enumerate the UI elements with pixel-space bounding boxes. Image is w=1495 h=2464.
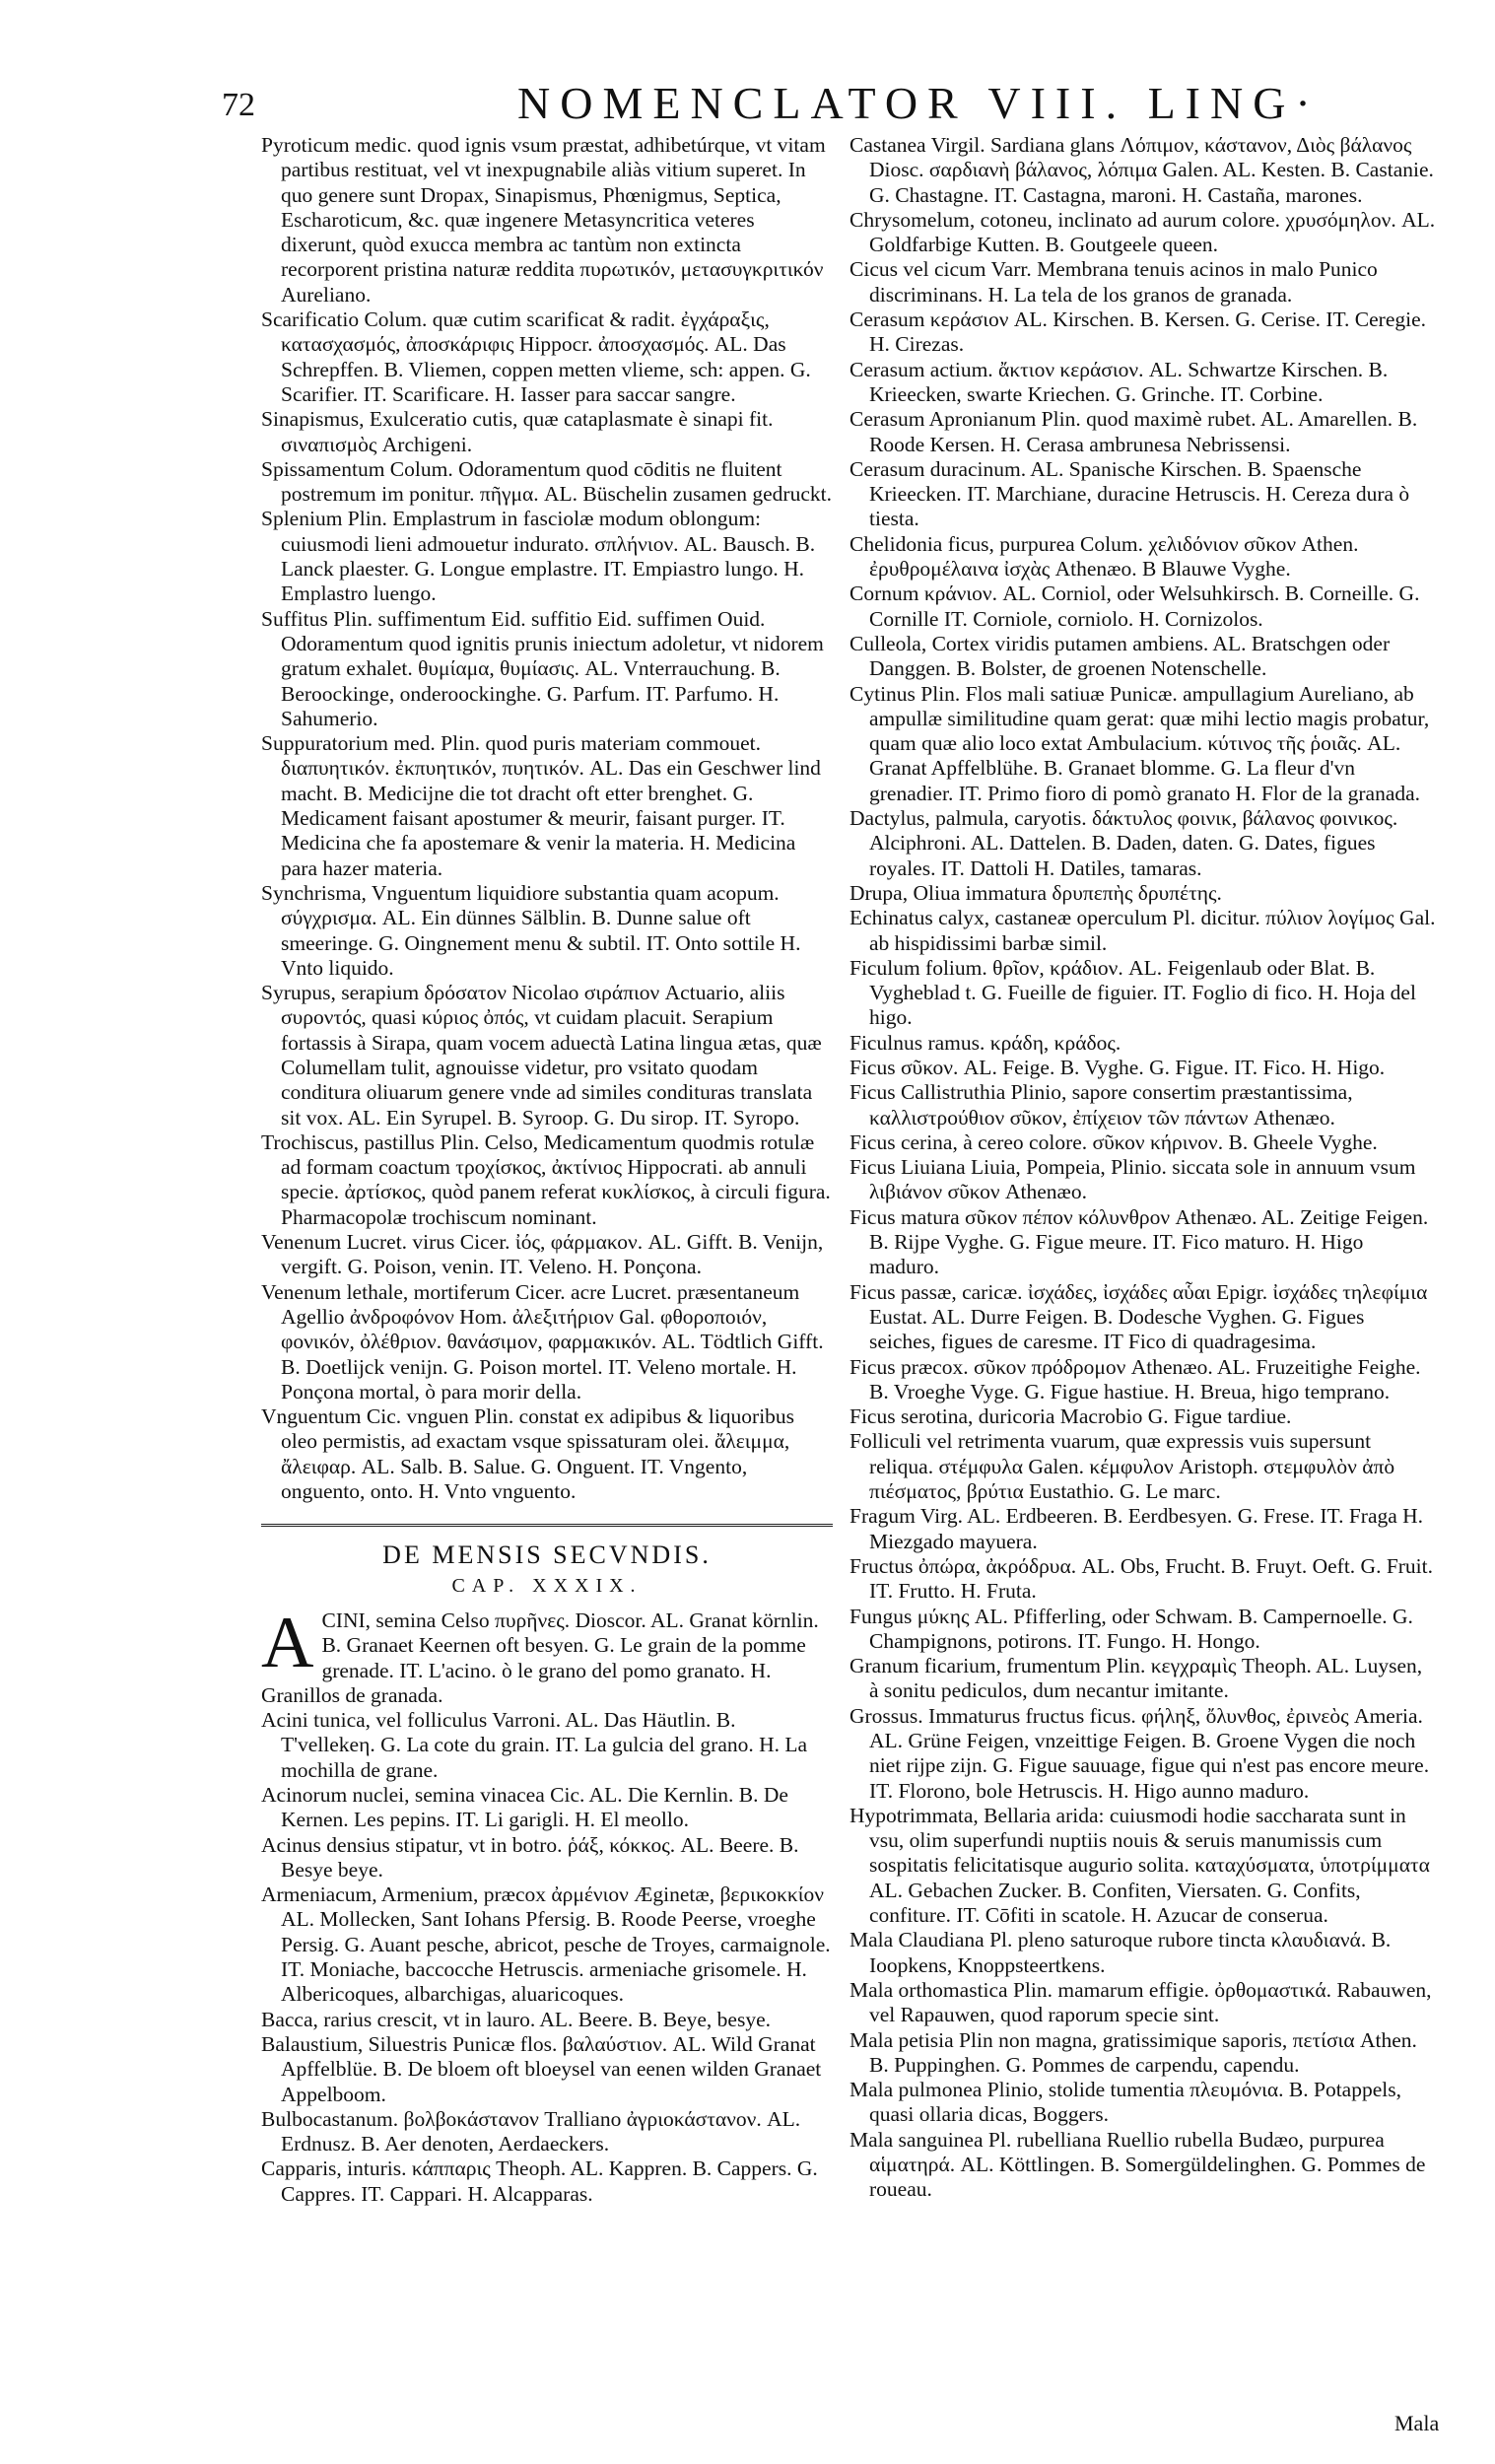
dictionary-entry: Mala orthomastica Plin. mamarum effigie. ὀρθομαστικά. Rabauwen, vel Rapauwen, quod raporum specie sint. bbox=[849, 1977, 1432, 2027]
dictionary-entry: Armeniacum, Armenium, præcox ἀρμένιον Æginetæ, βερικοκκίον AL. Mollecken, Sant Iohans Pfersig. B. Roode Peerse, vroeghe Persig. G. Auant pesche, abricot, pesche de Troyes, carmaignole. IT. Moniache, baccocche Hetruscis. armeniache grisomele. H. Albericoques, albarchigas, aluaricoques. bbox=[261, 1882, 831, 2007]
dictionary-entry: Venenum lethale, mortiferum Cicer. acre Lucret. præsentaneum Agellio ἀνδροφόνον Hom. ἀλεξιτήριον Gal. φθοροποιόν, φονικόν, ὀλέθριον. θανάσιμον, φαρμακικόν. AL. Tödtlich Gifft. B. Doetlijck venijn. G. Poison mortel. IT. Veleno mortale. H. Ponçona mortal, ò para morir della. bbox=[261, 1279, 824, 1403]
dictionary-entry: Cicus vel cicum Varr. Membrana tenuis acinos in malo Punico discriminans. H. La tela de los granos de granada. bbox=[849, 257, 1378, 307]
dictionary-entry: Folliculi vel retrimenta vuarum, quæ expressis vuis supersunt reliqua. στέμφυλα Galen. κέμφυλον Aristoph. στεμφυλὸν ἀπὸ πιέσματος, βρύτια Eustathio. G. Le marc. bbox=[849, 1429, 1395, 1504]
dictionary-entry: Cornum κράνιον. AL. Corniol, oder Welsuhkirsch. B. Corneille. G. Cornille IT. Corniole, corniolo. H. Cornizolos. bbox=[849, 582, 1420, 631]
dictionary-entry: Cerasum Apronianum Plin. quod maximè rubet. AL. Amarellen. B. Roode Kersen. H. Cerasa ambrunesa Nebrissensi. bbox=[849, 407, 1418, 456]
dictionary-entry: Cytinus Plin. Flos mali satiuæ Punicæ. ampullagium Aureliano, ab ampullæ similitudine quam gerat: quæ mihi lectio magis probatur, quam quæ alio loco extat Ambulacium. κύτινος τῆς ῥοιᾶς. AL. Granat Apffelblühe. B. Granaet blomme. G. La fleur d'vn grenadier. IT. Primo fioro di pomò granato H. Flor de la granada. bbox=[849, 681, 1430, 805]
dictionary-entry: Spissamentum Colum. Odoramentum quod cōditis ne fluitent postremum im ponitur. πῆγμα. AL. Büschelin zusamen gedruckt. bbox=[261, 456, 832, 507]
dictionary-entry: Ficus matura σῦκον πέπον κόλυνθρον Athenæo. AL. Zeitige Feigen. B. Rijpe Vyghe. G. Figue meure. IT. Fico maturo. H. Higo maduro. bbox=[849, 1204, 1429, 1279]
catchword: Mala bbox=[1394, 2411, 1440, 2435]
dictionary-entry: Fungus μύκης AL. Pfifferling, oder Schwam. B. Campernoelle. G. Champignons, potirons. IT. Fungo. H. Hongo. bbox=[849, 1604, 1413, 1653]
dictionary-entry: Ficus passæ, caricæ. ἰσχάδες, ἰσχάδες αὗαι Epigr. ἰσχάδες τηλεφίμια Eustat. AL. Durre Feigen. B. Dodesche Vyghen. G. Figues seiches, figues de caresme. IT Fico di quadragesima. bbox=[849, 1279, 1428, 1354]
dictionary-entry: Mala pulmonea Plinio, stolide tumentia πλευμόνια. B. Potappels, quasi ollaria dicas, Boggers. bbox=[849, 2078, 1401, 2127]
running-head bbox=[222, 77, 1404, 136]
dictionary-entry: Culleola, Cortex viridis putamen ambiens. AL. Bratschgen oder Danggen. B. Bolster, de groenen Notenschelle. bbox=[849, 631, 1391, 681]
dictionary-entry: Granum ficarium, frumentum Plin. κεγχραμὶς Theoph. AL. Luysen, à sonitu pediculos, dum necantur imitante. bbox=[849, 1654, 1423, 1703]
dictionary-entry: Chelidonia ficus, purpurea Colum. χελιδόνιον σῦκον Athen. ἐρυθρομέλαινα ἰσχὰς Athenæo. B Blauwe Vyghe. bbox=[849, 531, 1359, 582]
chapter-heading: CAP. XXXIX. bbox=[451, 1574, 643, 1597]
dictionary-entry: Hypotrimmata, Bellaria arida: cuiusmodi hodie saccharata sunt in vsu, olim superfundi nuptiis nouis & seruis manumissis cum sospitatis felicitatisque augurio solita. καταχύσματα, ὑποτρίμματα AL. Gebachen Zucker. B. Confiten, Viersaten. G. Confits, confiture. IT. Cōfiti in scatole. H. Azucar de conserua. bbox=[849, 1803, 1430, 1928]
section-divider bbox=[261, 1524, 833, 1529]
dictionary-entry: Balaustium, Siluestris Punicæ flos. βαλαύστιον. AL. Wild Granat Apffelblüe. B. De bloem oft bloeysel van eenen wilden Granaet Appelboom. bbox=[261, 2031, 822, 2106]
dictionary-entry: Pyroticum medic. quod ignis vsum præstat, adhibetúrque, vt vitam partibus restituat, vel vt inexpugnabile aliàs vitium superet. In quo genere sunt Dropax, Sinapismus, Phœnigmus, Septica, Escharoticum, &c. quæ ingenere Metasyncritica veteres dixerunt, quòd exucca membra ac tantùm non extincta recorporent pristina naturæ reddita πυρωτικόν, μετασυγκριτικόν Aureliano. bbox=[261, 133, 826, 307]
dictionary-entry: Mala petisia Plin non magna, gratissimique saporis, πετίσια Athen. B. Puppinghen. G. Pommes de carpendu, capendu. bbox=[849, 2027, 1417, 2077]
dictionary-entry: Syrupus, serapium δρόσατον Nicolao σιράπιον Actuario, aliis συροντός, quasi κύριος ὀπός, vt cuidam placuit. Serapium fortassis à Sirapa, quam vocem aduectà Latina lingua ætas, quæ Columellam tulit, agnouisse videtur, pro vsitato quodam conditura oliuarum genere vnde ad similes condituras translata sit vox. AL. Ein Syrupel. B. Syroop. G. Du sirop. IT. Syropo. bbox=[261, 981, 822, 1129]
dictionary-entry: Ficulnus ramus. κράδη, κράδος. bbox=[849, 1030, 1121, 1055]
dictionary-entry: Ficulum folium. θρῖον, κράδιον. AL. Feigenlaub oder Blat. B. Vygheblad t. G. Fueille de figuier. IT. Foglio di fico. H. Hoja del higo. bbox=[849, 955, 1416, 1030]
dictionary-entry: Fragum Virg. AL. Erdbeeren. B. Eerdbesyen. G. Frese. IT. Fraga H. Miezgado mayuera. bbox=[849, 1504, 1424, 1553]
dictionary-entry: Acini tunica, vel folliculus Varroni. AL. Das Häutlin. B. T'vellekeη. G. La cote du grain. IT. La gulcia del grano. H. La mochilla de grane. bbox=[261, 1708, 808, 1782]
first-entry bbox=[261, 1602, 833, 1708]
dictionary-entry: Trochiscus, pastillus Plin. Celso, Medicamentum quodmis rotulæ ad formam coactum τροχίσκος, ἀκτίνιος Hippocrati. ab annuli specie. ἀρτίσκος, quòd panem referat κυκλίσκος, à circuli figura. Pharmacopolæ trochiscum nominant. bbox=[261, 1129, 831, 1229]
dictionary-entry: Cerasum duracinum. AL. Spanische Kirschen. B. Spaensche Krieecken. IT. Marchiane, duracine Hetruscis. H. Cereza dura ò tiesta. bbox=[849, 456, 1410, 531]
page-number: 72 bbox=[222, 87, 255, 123]
dictionary-entry: Ficus serotina, duricoria Macrobio G. Figue tardiue. bbox=[849, 1404, 1292, 1429]
dictionary-entry: Ficus præcox. σῦκον πρόδρομον Athenæo. AL. Fruzeitighe Feighe. B. Vroeghe Vyge. G. Figue hastiue. H. Breua, higo temprano. bbox=[849, 1354, 1421, 1403]
right-column bbox=[849, 133, 1436, 2203]
dictionary-entry: Bacca, rarius crescit, vt in lauro. AL. Beere. B. Beye, besye. bbox=[261, 2007, 772, 2031]
dictionary-entry: Ficus Liuiana Liuia, Pompeia, Plinio. siccata sole in annuum vsum λιβιάνον σῦκον Athenæo. bbox=[849, 1155, 1416, 1204]
dictionary-entry: Capparis, inturis. κάππαρις Theoph. AL. Kappren. B. Cappers. G. Cappres. IT. Cappari. H. Alcapparas. bbox=[261, 2156, 818, 2206]
dictionary-entry: Cerasum actium. ἄκτιον κεράσιον. AL. Schwartze Kirschen. B. Krieecken, swarte Kriechen. G. Grinche. IT. Corbine. bbox=[849, 357, 1389, 406]
dictionary-entry: Mala Claudiana Pl. pleno saturoque rubore tincta κλαυδιανά. B. Ioopkens, Knoppsteertkens. bbox=[849, 1928, 1392, 1977]
dictionary-entry: Ficus σῦκον. AL. Feige. B. Vyghe. G. Figue. IT. Fico. H. Higo. bbox=[849, 1055, 1386, 1079]
section-title: DE MENSIS SECVNDIS. bbox=[382, 1540, 712, 1570]
dictionary-entry: Fructus ὀπώρα, ἀκρόδρυα. AL. Obs, Frucht. B. Fruyt. Oeft. G. Fruit. IT. Frutto. H. Fruta. bbox=[849, 1553, 1434, 1604]
dictionary-entry: Suppuratorium med. Plin. quod puris materiam commouet. διαπυητικόν. ἐκπυητικόν, πυητικόν. AL. Das ein Geschwer lind macht. B. Medicijne die tot dracht oft etter brenghet. G. Medicament faisant apostumer & meurir, faisant purger. IT. Medicina che fa apostemare & venir la materia. H. Medicina para hazer materia. bbox=[261, 731, 821, 880]
dictionary-entry: Ficus cerina, à cereo colore. σῦκον κήρινον. B. Gheele Vyghe. bbox=[849, 1129, 1378, 1154]
first-entry-text: CINI, semina Celso πυρῆνες. Dioscor. AL. Granat körnlin. B. Granaet Keernen oft besyen. G. Le grain de la pomme grenade. IT. L'acino. ò le grano del pomo granato. H. Granillos de granada. bbox=[261, 1608, 819, 1707]
page-title: NOMENCLATOR VIII. LING· bbox=[517, 78, 1321, 128]
dictionary-entry: Sinapismus, Exulceratio cutis, quæ cataplasmate è sinapi fit. σιναπισμὸς Archigeni. bbox=[261, 407, 774, 456]
dictionary-entry: Ficus Callistruthia Plinio, sapore consertim præstantissima, καλλιστρούθιον σῦκον, ἐπίχειον τῶν πάντων Athenæo. bbox=[849, 1080, 1353, 1129]
dictionary-entry: Synchrisma, Vnguentum liquidiore substantia quam acopum. σύγχρισμα. AL. Ein dünnes Sälblin. B. Dunne salue oft smeeringe. G. Oingnement menu & subtil. IT. Onto sottile H. Vnto liquido. bbox=[261, 880, 801, 980]
dictionary-entry: Dactylus, palmula, caryotis. δάκτυλος φοινικ, βάλανος φοινικος. Alciphroni. AL. Dattelen. B. Daden, daten. G. Dates, figues royales. IT. Dattoli H. Datiles, tamaras. bbox=[849, 806, 1398, 880]
dictionary-entry: Acinus densius stipatur, vt in botro. ῥάξ, κόκκος. AL. Beere. B. Besye beye. bbox=[261, 1832, 799, 1882]
dictionary-entry: Suffitus Plin. suffimentum Eid. suffitio Eid. suffimen Ouid. Odoramentum quod ignitis prunis iniectum adoletur, vt nidorem gratum exhalet. θυμίαμα, θυμίασις. AL. Vnterrauchung. B. Beroockinge, onderoockinghe. G. Parfum. IT. Parfumo. H. Sahumerio. bbox=[261, 606, 824, 730]
dictionary-entry: Scarificatio Colum. quæ cutim scarificat & radit. ἐγχάραξις, κατασχασμός, ἀποσκάριφις Hippocr. ἀποσχασμός. AL. Das Schrepffen. B. Vliemen, coppen metten vlieme, sch: appen. G. Scarifier. IT. Scarificare. H. Iasser para saccar sangre. bbox=[261, 308, 811, 406]
dictionary-entry: Mala sanguinea Pl. rubelliana Ruellio rubella Budæo, purpurea αἱματηρά. AL. Köttlingen. B. Somergüldelinghen. G. Pommes de roueau. bbox=[849, 2127, 1426, 2202]
dictionary-entry: Bulbocastanum. βολβοκάστανον Tralliano ἀγριοκάστανον. AL. Erdnusz. B. Aer denoten, Aerdaeckers. bbox=[261, 2106, 801, 2156]
left-column bbox=[261, 133, 833, 2207]
dictionary-entry: Castanea Virgil. Sardiana glans Λόπιμον, κάστανον, Διὸς βάλανος Diosc. σαρδιανὴ βάλανος, λόπιμα Galen. AL. Kesten. B. Castanie. G. Chastagne. IT. Castagna, maroni. H. Castaña, marones. bbox=[849, 133, 1434, 207]
dictionary-entry: Vnguentum Cic. vnguen Plin. constat ex adipibus & liquoribus oleo permistis, ad exactam vsque spissaturam olei. ἄλειμμα, ἄλειφαρ. AL. Salb. B. Salue. G. Onguent. IT. Vngento, onguento, onto. H. Vnto vnguento. bbox=[261, 1404, 795, 1504]
dictionary-entry: Grossus. Immaturus fructus ficus. φήληξ, ὄλυνθος, ἐρινεὸς Ameria. AL. Grüne Feigen, vnzeittige Feigen. B. Groene Vygen die noch niet rijpe zijn. G. Figue sauuage, figue qui n'est pas encore meure. IT. Florono, bole Hetruscis. H. Higo aunno maduro. bbox=[849, 1703, 1430, 1803]
dictionary-entry: Cerasum κεράσιον AL. Kirschen. B. Kersen. G. Cerise. IT. Ceregie. H. Cirezas. bbox=[849, 308, 1427, 357]
dictionary-entry: Acinorum nuclei, semina vinacea Cic. AL. Die Kernlin. B. De Kernen. Les pepins. IT. Li garigli. H. El meollo. bbox=[261, 1783, 788, 1832]
dictionary-entry: Chrysomelum, cotoneu, inclinato ad aurum colore. χρυσόμηλον. AL. Goldfarbige Kutten. B. Goutgeele queen. bbox=[849, 207, 1436, 257]
dictionary-entry: Echinatus calyx, castaneæ operculum Pl. dicitur. πύλιον λογίμος Gal. ab hispidissimi barbæ simil. bbox=[849, 906, 1436, 955]
dictionary-entry: Splenium Plin. Emplastrum in fasciolæ modum oblongum: cuiusmodi lieni admouetur indurato. σπλήνιον. AL. Bausch. B. Lanck plaester. G. Longue emplastre. IT. Empiastro lungo. H. Emplastro luengo. bbox=[261, 507, 816, 606]
dictionary-entry: Venenum Lucret. virus Cicer. ἰός, φάρμακον. AL. Gifft. B. Venijn, vergift. G. Poison, venin. IT. Veleno. H. Ponçona. bbox=[261, 1230, 824, 1279]
dictionary-entry: Drupa, Oliua immatura δρυπεπὴς δρυπέτης. bbox=[849, 880, 1222, 905]
drop-capital: A bbox=[261, 1602, 314, 1683]
